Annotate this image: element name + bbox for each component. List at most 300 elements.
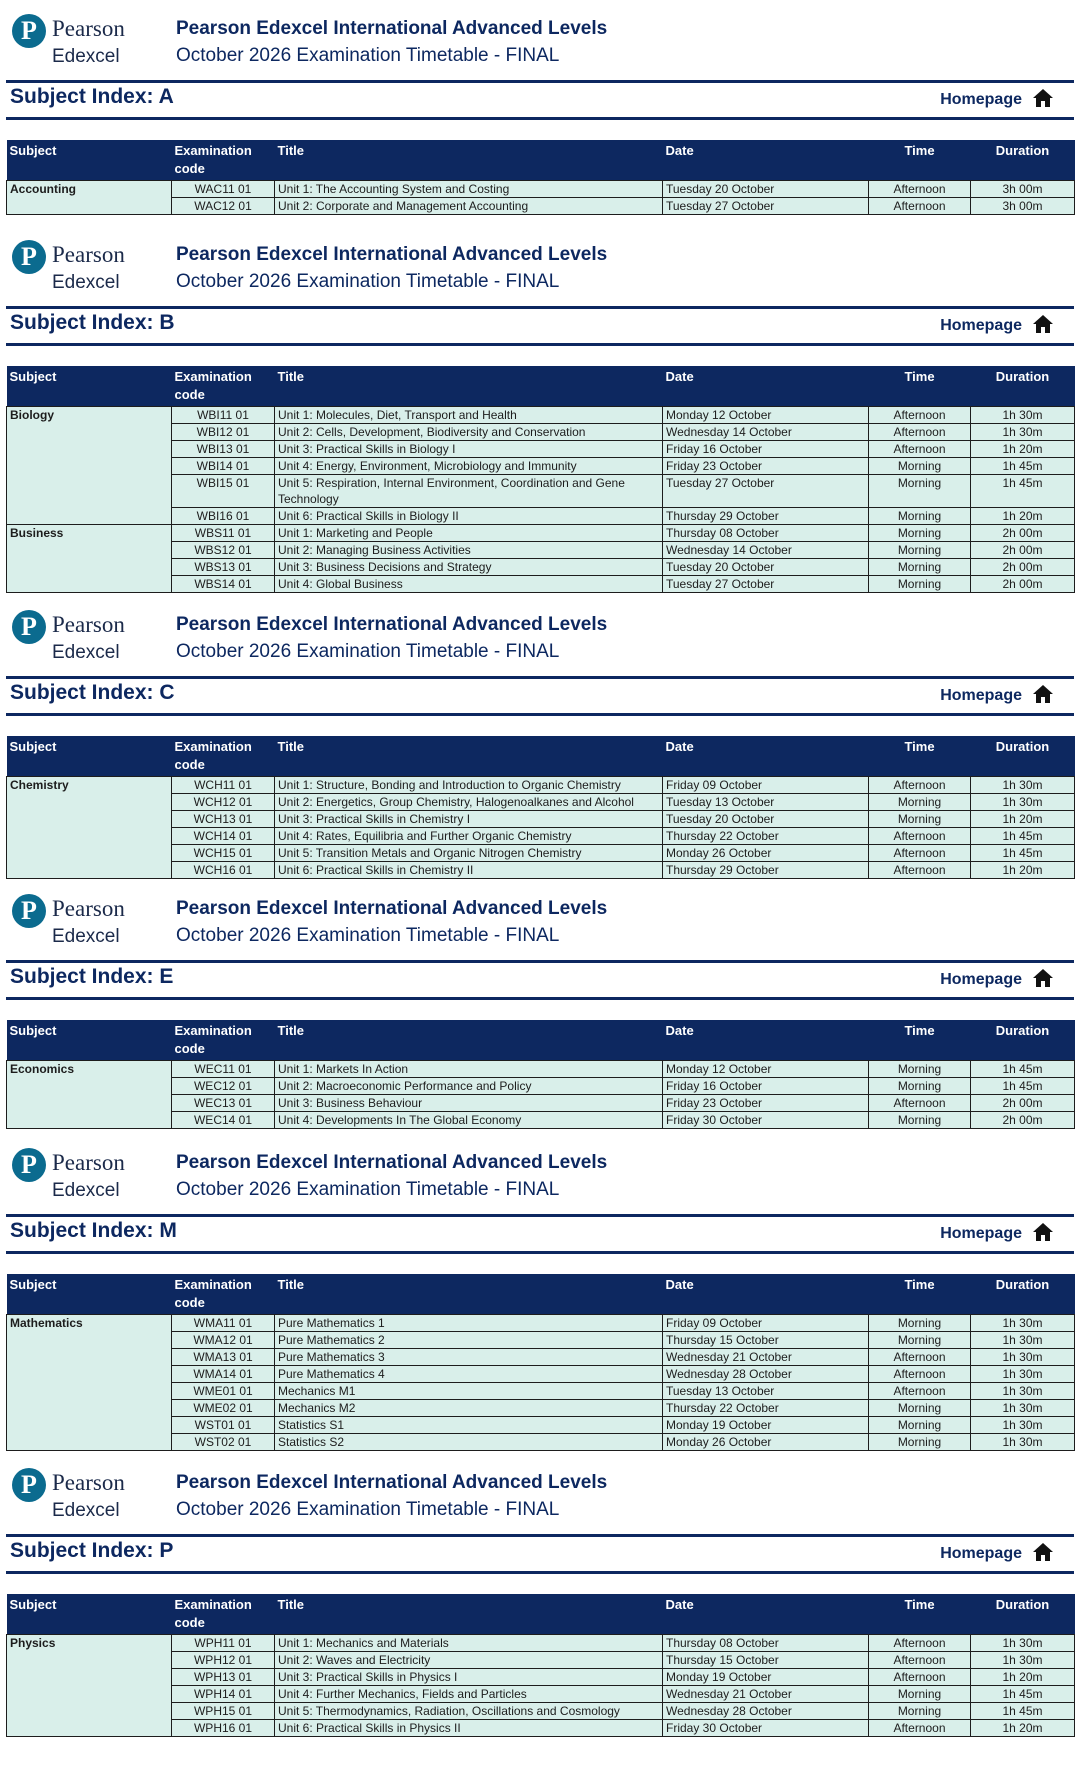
time-cell: Afternoon (869, 845, 971, 862)
column-header: Title (275, 736, 663, 777)
date-cell: Thursday 15 October (663, 1652, 869, 1669)
exam-code-cell: WBS12 01 (172, 542, 275, 559)
table-header (7, 1274, 1075, 1315)
duration-cell: 1h 20m (971, 508, 1075, 525)
time-cell: Morning (869, 1332, 971, 1349)
subject-index-bar (6, 306, 1074, 346)
page-header (0, 880, 1080, 960)
home-icon[interactable] (1032, 684, 1054, 704)
title-cell: Mechanics M1 (275, 1383, 663, 1400)
date-cell: Tuesday 27 October (663, 198, 869, 215)
column-header: Time (869, 1594, 971, 1635)
table-row (7, 1061, 1075, 1078)
table-body (7, 181, 1075, 215)
pearson-logo (12, 894, 142, 952)
subject-section (0, 880, 1080, 1129)
title-cell: Unit 6: Practical Skills in Chemistry II (275, 862, 663, 879)
duration-cell: 1h 45m (971, 1078, 1075, 1095)
duration-cell: 1h 30m (971, 1417, 1075, 1434)
timetable-table (6, 1594, 1075, 1737)
date-cell: Wednesday 21 October (663, 1686, 869, 1703)
title-cell: Unit 1: The Accounting System and Costing (275, 181, 663, 198)
column-header: Examination code (172, 1020, 275, 1061)
exam-code-cell: WCH14 01 (172, 828, 275, 845)
date-cell: Wednesday 28 October (663, 1703, 869, 1720)
exam-code-cell: WPH16 01 (172, 1720, 275, 1737)
logo-subbrand: Edexcel (52, 272, 120, 293)
exam-code-cell: WST02 01 (172, 1434, 275, 1451)
date-cell: Monday 26 October (663, 1434, 869, 1451)
exam-code-cell: WBI11 01 (172, 407, 275, 424)
subject-index-bar (6, 80, 1074, 120)
time-cell: Afternoon (869, 1669, 971, 1686)
duration-cell: 1h 20m (971, 862, 1075, 879)
time-cell: Morning (869, 811, 971, 828)
date-cell: Friday 09 October (663, 1315, 869, 1332)
logo-subbrand: Edexcel (52, 1500, 120, 1521)
home-icon[interactable] (1032, 88, 1054, 108)
document-subtitle: October 2026 Examination Timetable - FINAL (176, 641, 560, 662)
timetable-table (6, 1020, 1075, 1129)
pearson-logo-icon: P (12, 14, 46, 48)
date-cell: Thursday 08 October (663, 525, 869, 542)
table-row (7, 181, 1075, 198)
subject-cell: Physics (7, 1635, 172, 1737)
duration-cell: 2h 00m (971, 559, 1075, 576)
date-cell: Friday 23 October (663, 1095, 869, 1112)
duration-cell: 1h 30m (971, 1434, 1075, 1451)
time-cell: Morning (869, 1400, 971, 1417)
time-cell: Afternoon (869, 1349, 971, 1366)
logo-wordmark: Pearson (52, 896, 125, 921)
time-cell: Afternoon (869, 407, 971, 424)
table-header (7, 736, 1075, 777)
title-cell: Unit 2: Waves and Electricity (275, 1652, 663, 1669)
document-title: Pearson Edexcel International Advanced Levels (176, 1152, 608, 1173)
title-cell: Unit 5: Thermodynamics, Radiation, Oscillations and Cosmology (275, 1703, 663, 1720)
time-cell: Afternoon (869, 1095, 971, 1112)
subject-index-heading: Subject Index: E (10, 965, 174, 988)
title-cell: Unit 6: Practical Skills in Physics II (275, 1720, 663, 1737)
date-cell: Tuesday 20 October (663, 559, 869, 576)
title-cell: Statistics S2 (275, 1434, 663, 1451)
timetable-table (6, 366, 1075, 593)
header-row (7, 736, 1075, 777)
time-cell: Morning (869, 559, 971, 576)
time-cell: Afternoon (869, 828, 971, 845)
date-cell: Tuesday 13 October (663, 794, 869, 811)
subject-index-heading: Subject Index: A (10, 85, 174, 108)
duration-cell: 1h 30m (971, 1652, 1075, 1669)
column-header: Date (663, 140, 869, 181)
column-header: Title (275, 1020, 663, 1061)
date-cell: Thursday 08 October (663, 1635, 869, 1652)
date-cell: Thursday 29 October (663, 508, 869, 525)
subject-index-heading: Subject Index: M (10, 1219, 177, 1242)
column-header: Time (869, 736, 971, 777)
table-body (7, 1635, 1075, 1737)
time-cell: Morning (869, 1703, 971, 1720)
subject-cell: Accounting (7, 181, 172, 215)
title-cell: Unit 5: Transition Metals and Organic Nitrogen Chemistry (275, 845, 663, 862)
exam-code-cell: WPH14 01 (172, 1686, 275, 1703)
logo-subbrand: Edexcel (52, 926, 120, 947)
header-row (7, 1274, 1075, 1315)
document-title: Pearson Edexcel International Advanced Levels (176, 1472, 608, 1493)
logo-wordmark: Pearson (52, 242, 125, 267)
date-cell: Wednesday 14 October (663, 542, 869, 559)
exam-code-cell: WBS14 01 (172, 576, 275, 593)
title-cell: Unit 2: Cells, Development, Biodiversity and Conservation (275, 424, 663, 441)
column-header: Time (869, 1274, 971, 1315)
time-cell: Morning (869, 542, 971, 559)
pearson-logo (12, 240, 142, 298)
duration-cell: 1h 30m (971, 1349, 1075, 1366)
home-icon[interactable] (1032, 314, 1054, 334)
duration-cell: 1h 45m (971, 828, 1075, 845)
exam-code-cell: WBS13 01 (172, 559, 275, 576)
column-header: Duration (971, 1020, 1075, 1061)
title-cell: Pure Mathematics 4 (275, 1366, 663, 1383)
duration-cell: 1h 30m (971, 1315, 1075, 1332)
column-header: Examination code (172, 1274, 275, 1315)
exam-code-cell: WCH16 01 (172, 862, 275, 879)
subject-cell: Economics (7, 1061, 172, 1129)
title-cell: Unit 3: Business Decisions and Strategy (275, 559, 663, 576)
logo-wordmark: Pearson (52, 16, 125, 41)
duration-cell: 2h 00m (971, 542, 1075, 559)
subject-section (0, 1454, 1080, 1737)
time-cell: Morning (869, 525, 971, 542)
exam-code-cell: WST01 01 (172, 1417, 275, 1434)
exam-code-cell: WCH11 01 (172, 777, 275, 794)
date-cell: Monday 12 October (663, 407, 869, 424)
table-header (7, 366, 1075, 407)
exam-code-cell: WEC14 01 (172, 1112, 275, 1129)
document-title: Pearson Edexcel International Advanced Levels (176, 614, 608, 635)
logo-subbrand: Edexcel (52, 642, 120, 663)
logo-wordmark: Pearson (52, 1150, 125, 1175)
date-cell: Tuesday 27 October (663, 576, 869, 593)
time-cell: Morning (869, 1434, 971, 1451)
subject-section (0, 1134, 1080, 1451)
duration-cell: 1h 30m (971, 777, 1075, 794)
column-header: Title (275, 1274, 663, 1315)
page-header (0, 1454, 1080, 1534)
title-cell: Unit 4: Global Business (275, 576, 663, 593)
time-cell: Afternoon (869, 1383, 971, 1400)
title-cell: Pure Mathematics 3 (275, 1349, 663, 1366)
duration-cell: 1h 30m (971, 1400, 1075, 1417)
home-icon[interactable] (1032, 1542, 1054, 1562)
table-row (7, 1635, 1075, 1652)
time-cell: Morning (869, 576, 971, 593)
title-cell: Unit 4: Rates, Equilibria and Further Organic Chemistry (275, 828, 663, 845)
title-cell: Unit 3: Business Behaviour (275, 1095, 663, 1112)
title-cell: Unit 3: Practical Skills in Biology I (275, 441, 663, 458)
table-header (7, 1594, 1075, 1635)
column-header: Title (275, 1594, 663, 1635)
date-cell: Friday 16 October (663, 1078, 869, 1095)
exam-code-cell: WEC12 01 (172, 1078, 275, 1095)
date-cell: Friday 23 October (663, 458, 869, 475)
header-row (7, 140, 1075, 181)
logo-wordmark: Pearson (52, 612, 125, 637)
duration-cell: 1h 20m (971, 1669, 1075, 1686)
homepage-link[interactable]: Homepage (940, 1225, 1022, 1242)
column-header: Duration (971, 366, 1075, 407)
document-title: Pearson Edexcel International Advanced Levels (176, 18, 608, 39)
exam-code-cell: WBI13 01 (172, 441, 275, 458)
pearson-logo-icon: P (12, 894, 46, 928)
title-cell: Unit 1: Markets In Action (275, 1061, 663, 1078)
duration-cell: 3h 00m (971, 198, 1075, 215)
header-row (7, 1594, 1075, 1635)
duration-cell: 1h 20m (971, 811, 1075, 828)
document-title: Pearson Edexcel International Advanced Levels (176, 244, 608, 265)
date-cell: Friday 09 October (663, 777, 869, 794)
title-cell: Pure Mathematics 2 (275, 1332, 663, 1349)
column-header: Date (663, 1594, 869, 1635)
date-cell: Friday 30 October (663, 1720, 869, 1737)
exam-code-cell: WPH13 01 (172, 1669, 275, 1686)
page-header (0, 1134, 1080, 1214)
column-header: Time (869, 140, 971, 181)
time-cell: Afternoon (869, 424, 971, 441)
title-cell: Unit 1: Mechanics and Materials (275, 1635, 663, 1652)
column-header: Duration (971, 1594, 1075, 1635)
date-cell: Thursday 15 October (663, 1332, 869, 1349)
column-header: Date (663, 736, 869, 777)
title-cell: Unit 6: Practical Skills in Biology II (275, 508, 663, 525)
date-cell: Thursday 22 October (663, 828, 869, 845)
duration-cell: 1h 30m (971, 424, 1075, 441)
date-cell: Tuesday 20 October (663, 811, 869, 828)
duration-cell: 1h 30m (971, 407, 1075, 424)
time-cell: Morning (869, 1315, 971, 1332)
table-body (7, 777, 1075, 879)
subject-section (0, 226, 1080, 593)
document-subtitle: October 2026 Examination Timetable - FINAL (176, 925, 560, 946)
column-header: Subject (7, 140, 172, 181)
pearson-logo (12, 610, 142, 668)
date-cell: Tuesday 27 October (663, 475, 869, 508)
title-cell: Mechanics M2 (275, 1400, 663, 1417)
duration-cell: 1h 30m (971, 1635, 1075, 1652)
date-cell: Monday 19 October (663, 1417, 869, 1434)
home-icon[interactable] (1032, 1222, 1054, 1242)
exam-code-cell: WCH12 01 (172, 794, 275, 811)
date-cell: Monday 19 October (663, 1669, 869, 1686)
pearson-logo (12, 1148, 142, 1206)
duration-cell: 3h 00m (971, 181, 1075, 198)
time-cell: Afternoon (869, 1720, 971, 1737)
table-header (7, 140, 1075, 181)
date-cell: Wednesday 14 October (663, 424, 869, 441)
time-cell: Morning (869, 1686, 971, 1703)
exam-code-cell: WBS11 01 (172, 525, 275, 542)
subject-index-bar (6, 1214, 1074, 1254)
time-cell: Morning (869, 508, 971, 525)
table-row (7, 525, 1075, 542)
home-icon[interactable] (1032, 968, 1054, 988)
time-cell: Afternoon (869, 441, 971, 458)
document-subtitle: October 2026 Examination Timetable - FINAL (176, 1499, 560, 1520)
date-cell: Wednesday 28 October (663, 1366, 869, 1383)
subject-index-heading: Subject Index: P (10, 1539, 174, 1562)
time-cell: Morning (869, 1078, 971, 1095)
exam-code-cell: WME01 01 (172, 1383, 275, 1400)
date-cell: Tuesday 13 October (663, 1383, 869, 1400)
date-cell: Thursday 22 October (663, 1400, 869, 1417)
logo-subbrand: Edexcel (52, 46, 120, 67)
column-header: Subject (7, 1594, 172, 1635)
title-cell: Unit 2: Managing Business Activities (275, 542, 663, 559)
exam-code-cell: WPH11 01 (172, 1635, 275, 1652)
time-cell: Morning (869, 458, 971, 475)
homepage-link[interactable]: Homepage (940, 687, 1022, 704)
title-cell: Statistics S1 (275, 1417, 663, 1434)
exam-code-cell: WMA13 01 (172, 1349, 275, 1366)
subject-cell: Chemistry (7, 777, 172, 879)
exam-code-cell: WAC11 01 (172, 181, 275, 198)
title-cell: Unit 2: Corporate and Management Accounting (275, 198, 663, 215)
pearson-logo (12, 1468, 142, 1526)
title-cell: Unit 4: Developments In The Global Economy (275, 1112, 663, 1129)
duration-cell: 2h 00m (971, 576, 1075, 593)
title-cell: Unit 2: Energetics, Group Chemistry, Halogenoalkanes and Alcohol (275, 794, 663, 811)
exam-code-cell: WMA14 01 (172, 1366, 275, 1383)
duration-cell: 2h 00m (971, 1112, 1075, 1129)
duration-cell: 1h 30m (971, 794, 1075, 811)
column-header: Date (663, 1274, 869, 1315)
table-row (7, 407, 1075, 424)
date-cell: Thursday 29 October (663, 862, 869, 879)
timetable-table (6, 1274, 1075, 1451)
duration-cell: 1h 45m (971, 1686, 1075, 1703)
column-header: Duration (971, 140, 1075, 181)
subject-cell: Mathematics (7, 1315, 172, 1451)
title-cell: Unit 3: Practical Skills in Chemistry I (275, 811, 663, 828)
exam-code-cell: WBI12 01 (172, 424, 275, 441)
logo-wordmark: Pearson (52, 1470, 125, 1495)
duration-cell: 1h 45m (971, 845, 1075, 862)
duration-cell: 1h 45m (971, 1703, 1075, 1720)
column-header: Duration (971, 1274, 1075, 1315)
exam-code-cell: WBI16 01 (172, 508, 275, 525)
exam-code-cell: WCH15 01 (172, 845, 275, 862)
pearson-logo (12, 14, 142, 72)
subject-section (0, 0, 1080, 215)
document-subtitle: October 2026 Examination Timetable - FINAL (176, 271, 560, 292)
column-header: Title (275, 366, 663, 407)
time-cell: Morning (869, 794, 971, 811)
title-cell: Pure Mathematics 1 (275, 1315, 663, 1332)
column-header: Date (663, 366, 869, 407)
exam-code-cell: WEC13 01 (172, 1095, 275, 1112)
header-row (7, 1020, 1075, 1061)
title-cell: Unit 1: Marketing and People (275, 525, 663, 542)
time-cell: Morning (869, 1061, 971, 1078)
homepage-link[interactable]: Homepage (940, 1545, 1022, 1562)
column-header: Subject (7, 1274, 172, 1315)
date-cell: Wednesday 21 October (663, 1349, 869, 1366)
duration-cell: 1h 45m (971, 1061, 1075, 1078)
page-header (0, 226, 1080, 306)
table-body (7, 407, 1075, 593)
document-subtitle: October 2026 Examination Timetable - FINAL (176, 45, 560, 66)
time-cell: Afternoon (869, 198, 971, 215)
duration-cell: 2h 00m (971, 525, 1075, 542)
time-cell: Afternoon (869, 1652, 971, 1669)
exam-code-cell: WPH15 01 (172, 1703, 275, 1720)
table-header (7, 1020, 1075, 1061)
column-header: Examination code (172, 1594, 275, 1635)
table-body (7, 1061, 1075, 1129)
time-cell: Afternoon (869, 181, 971, 198)
column-header: Time (869, 1020, 971, 1061)
timetable-table (6, 736, 1075, 879)
column-header: Examination code (172, 366, 275, 407)
subject-index-bar (6, 1534, 1074, 1574)
time-cell: Afternoon (869, 1635, 971, 1652)
duration-cell: 1h 20m (971, 1720, 1075, 1737)
homepage-link[interactable]: Homepage (940, 971, 1022, 988)
date-cell: Tuesday 20 October (663, 181, 869, 198)
title-cell: Unit 1: Structure, Bonding and Introduction to Organic Chemistry (275, 777, 663, 794)
time-cell: Afternoon (869, 862, 971, 879)
date-cell: Monday 12 October (663, 1061, 869, 1078)
duration-cell: 1h 45m (971, 458, 1075, 475)
exam-code-cell: WCH13 01 (172, 811, 275, 828)
duration-cell: 1h 30m (971, 1383, 1075, 1400)
table-body (7, 1315, 1075, 1451)
table-row (7, 777, 1075, 794)
subject-cell: Business (7, 525, 172, 593)
duration-cell: 1h 20m (971, 441, 1075, 458)
subject-index-bar (6, 676, 1074, 716)
date-cell: Monday 26 October (663, 845, 869, 862)
document-title: Pearson Edexcel International Advanced Levels (176, 898, 608, 919)
header-row (7, 366, 1075, 407)
page-header (0, 0, 1080, 80)
pearson-logo-icon: P (12, 240, 46, 274)
timetable-table (6, 140, 1075, 215)
column-header: Duration (971, 736, 1075, 777)
title-cell: Unit 4: Further Mechanics, Fields and Particles (275, 1686, 663, 1703)
homepage-link[interactable]: Homepage (940, 317, 1022, 334)
exam-code-cell: WME02 01 (172, 1400, 275, 1417)
duration-cell: 1h 45m (971, 475, 1075, 508)
column-header: Examination code (172, 140, 275, 181)
pearson-logo-icon: P (12, 1468, 46, 1502)
title-cell: Unit 4: Energy, Environment, Microbiology and Immunity (275, 458, 663, 475)
title-cell: Unit 1: Molecules, Diet, Transport and Health (275, 407, 663, 424)
page-header (0, 596, 1080, 676)
homepage-link[interactable]: Homepage (940, 91, 1022, 108)
column-header: Title (275, 140, 663, 181)
duration-cell: 2h 00m (971, 1095, 1075, 1112)
exam-code-cell: WMA12 01 (172, 1332, 275, 1349)
column-header: Subject (7, 736, 172, 777)
column-header: Date (663, 1020, 869, 1061)
exam-code-cell: WAC12 01 (172, 198, 275, 215)
column-header: Examination code (172, 736, 275, 777)
exam-code-cell: WEC11 01 (172, 1061, 275, 1078)
subject-cell: Biology (7, 407, 172, 525)
duration-cell: 1h 30m (971, 1366, 1075, 1383)
column-header: Subject (7, 366, 172, 407)
